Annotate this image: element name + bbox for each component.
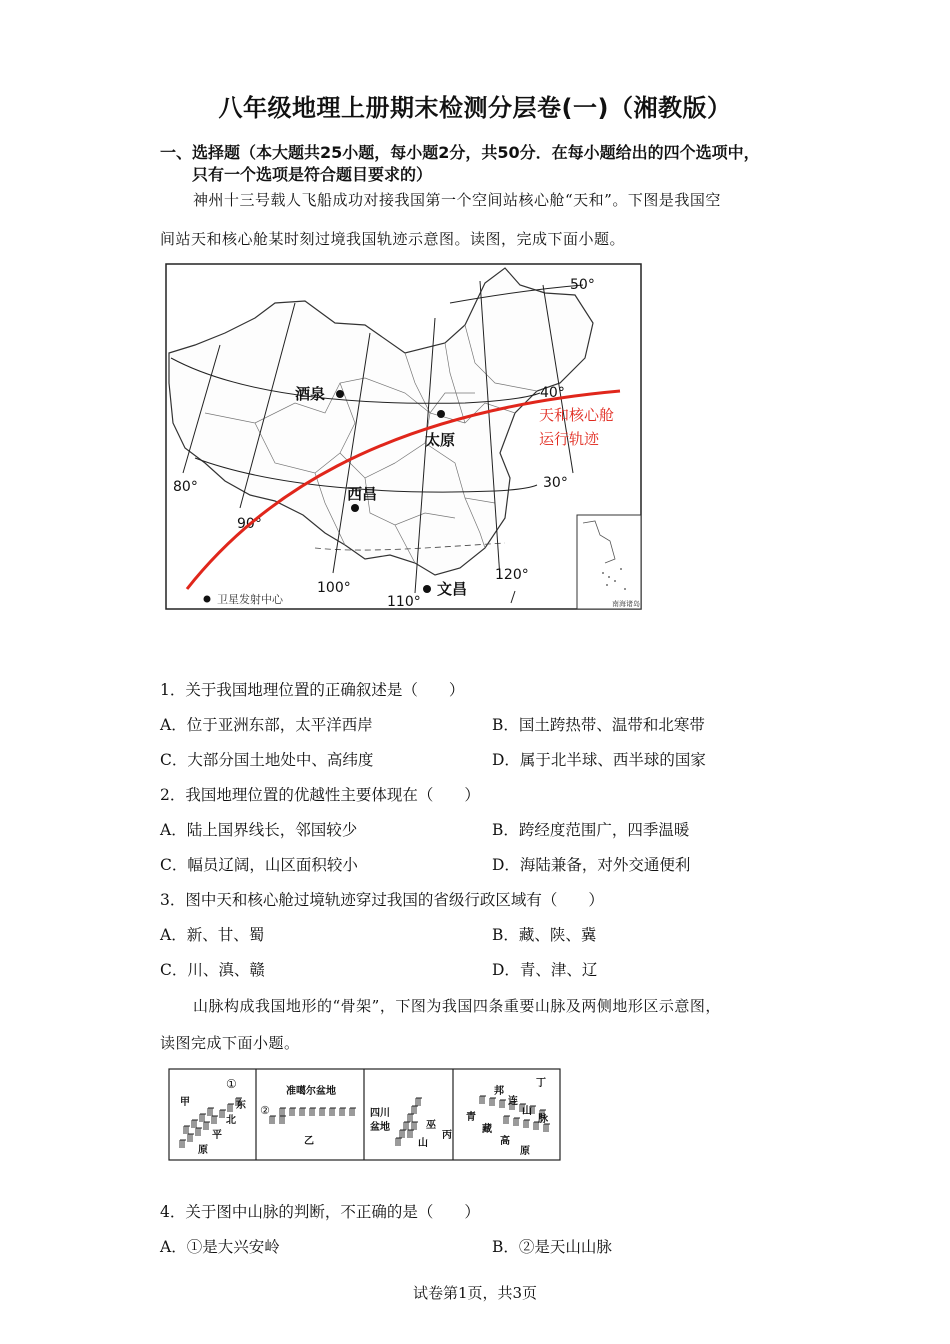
lon-label-90: 90° bbox=[237, 516, 262, 532]
p4-plateau-3: 原 bbox=[520, 1146, 530, 1157]
mountain-ranges-figure bbox=[168, 1068, 562, 1162]
orbit-label-line1: 天和核心舱 bbox=[539, 406, 615, 424]
q2-stem: 2．我国地理位置的优越性主要体现在（ ） bbox=[160, 786, 480, 804]
p1-num: ① bbox=[226, 1077, 237, 1091]
section-heading bbox=[160, 142, 820, 186]
p3-char-0: 巫 bbox=[426, 1120, 436, 1131]
south-sea-inset bbox=[577, 515, 641, 609]
intro1-line2: 间站天和核心舱某时刻过境我国轨迹示意图。读图，完成下面小题。 bbox=[160, 230, 626, 248]
p1-char-3: 原 bbox=[198, 1145, 208, 1156]
p3-basin-line2: 盆地 bbox=[370, 1122, 390, 1133]
q1-option-a[interactable]: A．位于亚洲东部，太平洋西岸 bbox=[160, 716, 373, 734]
intro2-line2: 读图完成下面小题。 bbox=[160, 1034, 300, 1052]
p4-plateau-0: 青 bbox=[466, 1112, 476, 1123]
p2-yi: 乙 bbox=[304, 1136, 314, 1147]
city-dot-wenchang bbox=[423, 585, 431, 593]
p4-plateau-2: 高 bbox=[500, 1136, 510, 1147]
p4-char-3: 脉 bbox=[538, 1114, 548, 1125]
q1-option-c[interactable]: C．大部分国土地处中、高纬度 bbox=[160, 751, 374, 769]
intro1-line1: 神州十三号载人飞船成功对接我国第一个空间站核心舱“天和”。下图是我国空 bbox=[193, 191, 721, 209]
q2-option-a[interactable]: A．陆上国界线长，邻国较少 bbox=[160, 821, 358, 839]
q4-option-b[interactable]: B．②是天山山脉 bbox=[492, 1238, 612, 1256]
section-heading-line1: 一、选择题（本大题共25小题，每小题2分，共50分．在每小题给出的四个选项中， bbox=[160, 143, 760, 162]
china-orbit-map bbox=[165, 263, 643, 611]
p4-char-2: 山 bbox=[522, 1106, 532, 1117]
q3-option-a[interactable]: A．新、甘、蜀 bbox=[160, 926, 265, 944]
q4-option-a[interactable]: A．①是大兴安岭 bbox=[160, 1238, 280, 1256]
city-wenchang: 文昌 bbox=[437, 580, 468, 598]
p3-char-1: 山 bbox=[418, 1138, 428, 1149]
q1-stem: 1．关于我国地理位置的正确叙述是（ ） bbox=[160, 681, 465, 699]
q2-option-b[interactable]: B．跨经度范围广，四季温暖 bbox=[492, 821, 690, 839]
inset-label: 南海诸岛 bbox=[612, 600, 640, 608]
q1-option-b[interactable]: B．国土跨热带、温带和北寒带 bbox=[492, 716, 705, 734]
lon-label-120: 120° bbox=[495, 567, 529, 583]
lat-label-50: 50° bbox=[570, 277, 595, 293]
p2-basin: 准噶尔盆地 bbox=[286, 1086, 336, 1097]
q2-option-c[interactable]: C．幅员辽阔，山区面积较小 bbox=[160, 856, 358, 874]
city-xichang: 西昌 bbox=[347, 485, 378, 503]
page-title: 八年级地理上册期末检测分层卷(一)（湘教版） bbox=[218, 94, 732, 122]
q3-option-d[interactable]: D．青、津、辽 bbox=[492, 961, 598, 979]
p4-char-1: 连 bbox=[508, 1096, 518, 1107]
lat-label-40: 40° bbox=[540, 385, 565, 401]
lat-label-30: 30° bbox=[543, 475, 568, 491]
q3-option-c[interactable]: C．川、滇、赣 bbox=[160, 961, 265, 979]
q4-stem: 4．关于图中山脉的判断，不正确的是（ ） bbox=[160, 1203, 480, 1221]
intro2-line1: 山脉构成我国地形的“骨架”，下图为我国四条重要山脉及两侧地形区示意图， bbox=[193, 997, 721, 1015]
p3-bing: 丙 bbox=[442, 1130, 452, 1141]
city-taiyuan: 太原 bbox=[425, 431, 456, 449]
page-footer: 试卷第1页，共3页 bbox=[412, 1284, 538, 1302]
p4-char-0: 邦 bbox=[494, 1086, 504, 1097]
p1-char-0: 东 bbox=[236, 1100, 246, 1111]
p4-plateau-1: 藏 bbox=[482, 1124, 492, 1135]
q1-option-d[interactable]: D．属于北半球、西半球的国家 bbox=[492, 751, 706, 769]
legend-label: 卫星发射中心 bbox=[217, 593, 283, 606]
lon-label-80: 80° bbox=[173, 479, 198, 495]
legend-dot bbox=[204, 596, 211, 603]
q3-option-b[interactable]: B．藏、陕、冀 bbox=[492, 926, 597, 944]
q2-option-d[interactable]: D．海陆兼备，对外交通便利 bbox=[492, 856, 691, 874]
q3-stem: 3．图中天和核心舱过境轨迹穿过我国的省级行政区域有（ ） bbox=[160, 891, 604, 909]
lon-label-100: 100° bbox=[317, 580, 351, 596]
city-dot-jiuquan bbox=[336, 390, 344, 398]
p2-num: ② bbox=[260, 1104, 270, 1117]
p1-char-2: 平 bbox=[212, 1130, 222, 1141]
section-heading-line2: 只有一个选项是符合题目要求的） bbox=[192, 165, 433, 184]
lon-label-110: 110° bbox=[387, 594, 421, 610]
orbit-label-line2: 运行轨迹 bbox=[539, 430, 600, 448]
p4-ding: 丁 bbox=[536, 1078, 546, 1089]
p1-jia: 甲 bbox=[180, 1097, 190, 1108]
p3-basin-line1: 四川 bbox=[370, 1108, 390, 1119]
p1-char-1: 北 bbox=[226, 1115, 236, 1126]
city-jiuquan: 酒泉 bbox=[295, 385, 326, 403]
city-dot-taiyuan bbox=[437, 410, 445, 418]
city-dot-xichang bbox=[351, 504, 359, 512]
